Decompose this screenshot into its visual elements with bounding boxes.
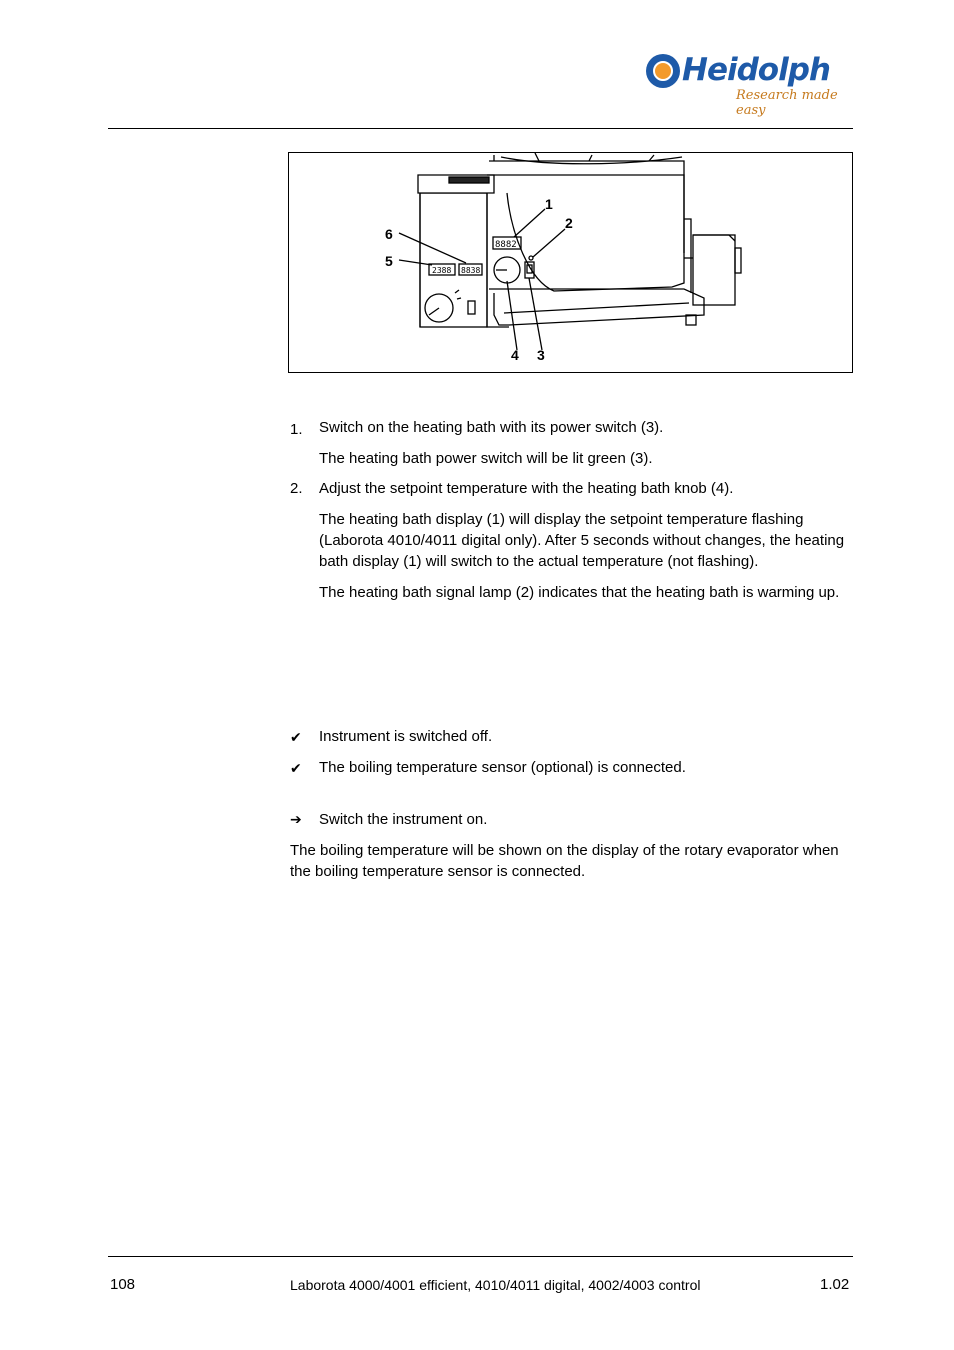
logo-tagline: Research made easy — [736, 88, 838, 118]
result-text: The boiling temperature will be shown on the display of the rotary evaporator when the boiling temperature sensor is connected. — [290, 842, 839, 880]
heating-bath-drawing — [289, 153, 852, 372]
check-icon: ✔ — [290, 760, 302, 776]
logo-wordmark: Heidolph — [682, 52, 830, 88]
logo-orange-dot-icon — [653, 61, 673, 81]
step-2-text: Adjust the setpoint temperature with the heating bath knob (4). — [319, 480, 734, 497]
prerequisite-item: The boiling temperature sensor (optional) is connected. — [319, 759, 686, 776]
svg-text:8838: 8838 — [461, 266, 481, 275]
step-1-text: Switch on the heating bath with its power switch (3). — [319, 419, 664, 436]
footer-rule — [108, 1256, 853, 1257]
step-1-result: The heating bath power switch will be lit green (3). — [319, 450, 653, 467]
heidolph-logo — [640, 50, 860, 116]
page-number: 108 — [110, 1276, 136, 1293]
callout-6: 6 — [385, 226, 393, 242]
signal-lamp-2 — [529, 256, 533, 260]
document-version: 1.02 — [820, 1276, 850, 1293]
arrow-right-icon: ➔ — [290, 811, 302, 827]
step-number-1: 1. — [290, 421, 303, 438]
heating-bath-figure — [288, 152, 853, 373]
callout-2: 2 — [565, 215, 573, 231]
header-rule — [108, 128, 853, 129]
step-number-2: 2. — [290, 480, 303, 497]
callout-5: 5 — [385, 253, 393, 269]
step-2-result-display: The heating bath display (1) will display the setpoint temperature flashing (Laborota 4010/4011 digital only). After 5 seconds without changes, the heating bath display (1) will switch to the actual temperature (not flashing). — [319, 511, 845, 570]
svg-text:2388: 2388 — [432, 266, 452, 275]
callout-3: 3 — [537, 347, 545, 363]
svg-text:8882: 8882 — [495, 240, 517, 250]
callout-1: 1 — [545, 196, 553, 212]
footer-title: Laborota 4000/4001 efficient, 4010/4011 digital, 4002/4003 control — [290, 1277, 701, 1293]
step-2-result-lamp: The heating bath signal lamp (2) indicates that the heating bath is warming up. — [319, 584, 840, 601]
prerequisite-item: Instrument is switched off. — [319, 728, 493, 745]
action-text: Switch the instrument on. — [319, 811, 488, 828]
callout-4: 4 — [511, 347, 519, 363]
check-icon: ✔ — [290, 729, 302, 745]
